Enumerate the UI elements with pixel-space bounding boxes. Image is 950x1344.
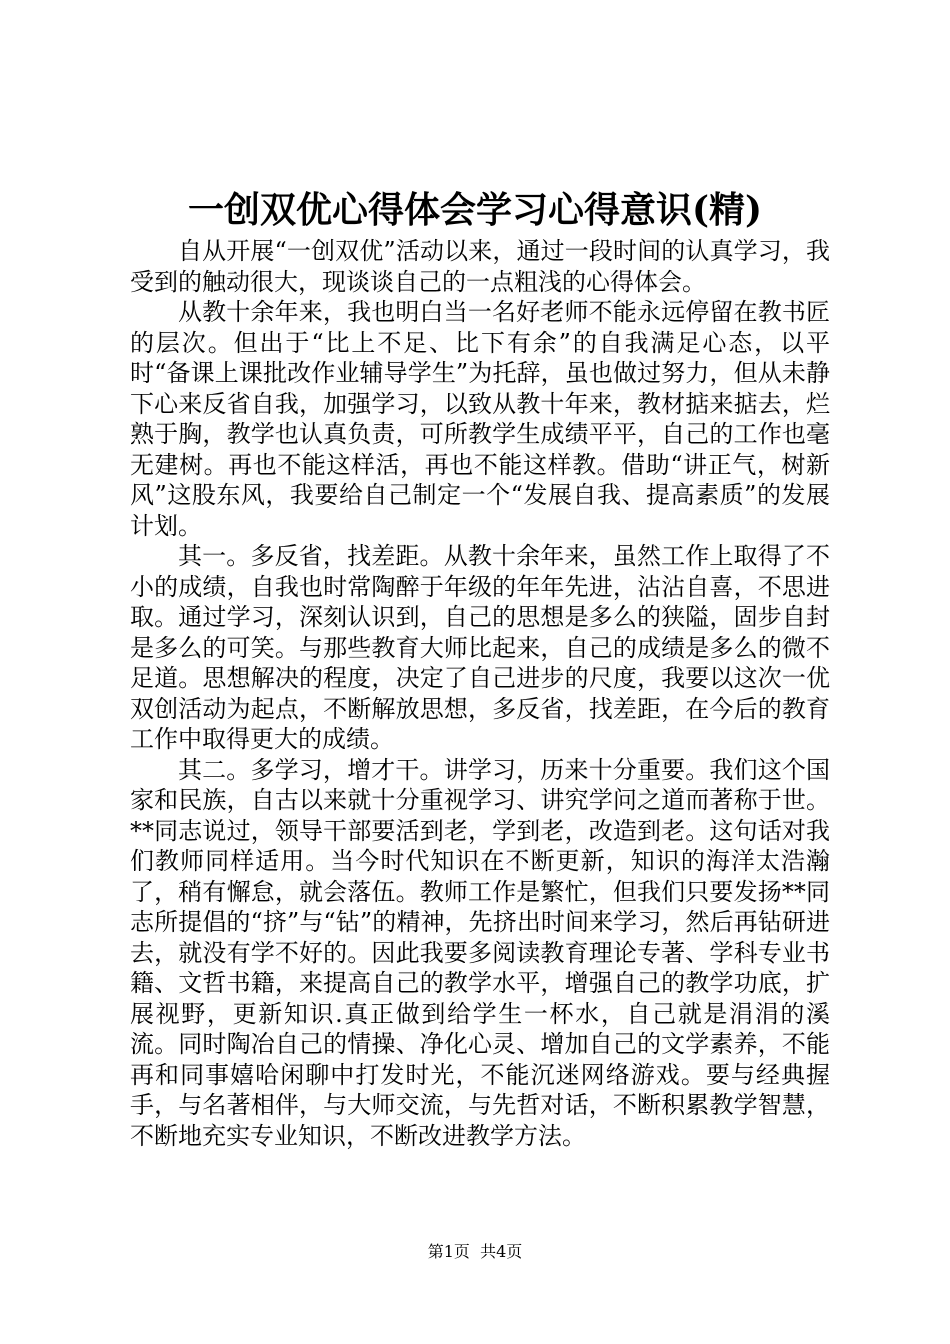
page-total: 共4页	[480, 1242, 523, 1261]
document-title: 一创双优心得体会学习心得意识(精)	[187, 189, 763, 231]
paragraph-intro: 自从开展“一创双优”活动以来，通过一段时间的认真学习，我受到的触动很大，现谈谈自己的一点粗浅的心得体会。	[130, 237, 830, 296]
paragraph-point-one: 其一。多反省，找差距。从教十余年来，虽然工作上取得了不小的成绩，自我也时常陶醉于年级的年年先进，沾沾自喜，不思进取。通过学习，深刻认识到，自己的思想是多么的狭隘，固步自封是多么的可笑。与那些教育大师比起来，自己的成绩是多么的微不足道。思想解决的程度，决定了自己进步的尺度，我要以这次一优双创活动为起点，不断解放思想，多反省，找差距，在今后的教育工作中取得更大的成绩。	[130, 542, 830, 753]
paragraph-point-two: 其二。多学习，增才干。讲学习，历来十分重要。我们这个国家和民族，自古以来就十分重视学习、讲究学问之道而著称于世。**同志说过，领导干部要活到老，学到老，改造到老。这句话对我们教师同样适用。当今时代知识在不断更新，知识的海洋太浩瀚了，稍有懈怠，就会落伍。教师工作是繁忙，但我们只要发扬**同志所提倡的“挤”与“钻”的精神，先挤出时间来学习，然后再钻研进去，就没有学不好的。因此我要多阅读教育理论专著、学科专业书籍、文哲书籍，来提高自己的教学水平，增强自己的教学功底，扩展视野，更新知识.真正做到给学生一杯水，自己就是涓涓的溪流。同时陶冶自己的情操、净化心灵、增加自己的文学素养，不能再和同事嬉哈闲聊中打发时光，不能沉迷网络游戏。要与经典握手，与名著相伴，与大师交流，与先哲对话，不断积累教学智慧，不断地充实专业知识，不断改进教学方法。	[130, 755, 830, 1150]
document-body	[130, 236, 830, 1151]
page-number: 第1页	[427, 1242, 470, 1261]
paragraph-background: 从教十余年来，我也明白当一名好老师不能永远停留在教书匠的层次。但出于“比上不足、比下有余”的自我满足心态，以平时“备课上课批改作业辅导学生”为托辞，虽也做过努力，但从未静下心来反省自我，加强学习，以致从教十年来，教材掂来掂去，烂熟于胸，教学也认真负责，可所教学生成绩平平，自己的工作也毫无建树。再也不能这样活，再也不能这样教。借助“讲正气，树新风”这股东风，我要给自己制定一个“发展自我、提高素质”的发展计划。	[130, 298, 830, 540]
footer-spacer	[470, 1242, 480, 1261]
page-footer	[0, 1241, 950, 1263]
